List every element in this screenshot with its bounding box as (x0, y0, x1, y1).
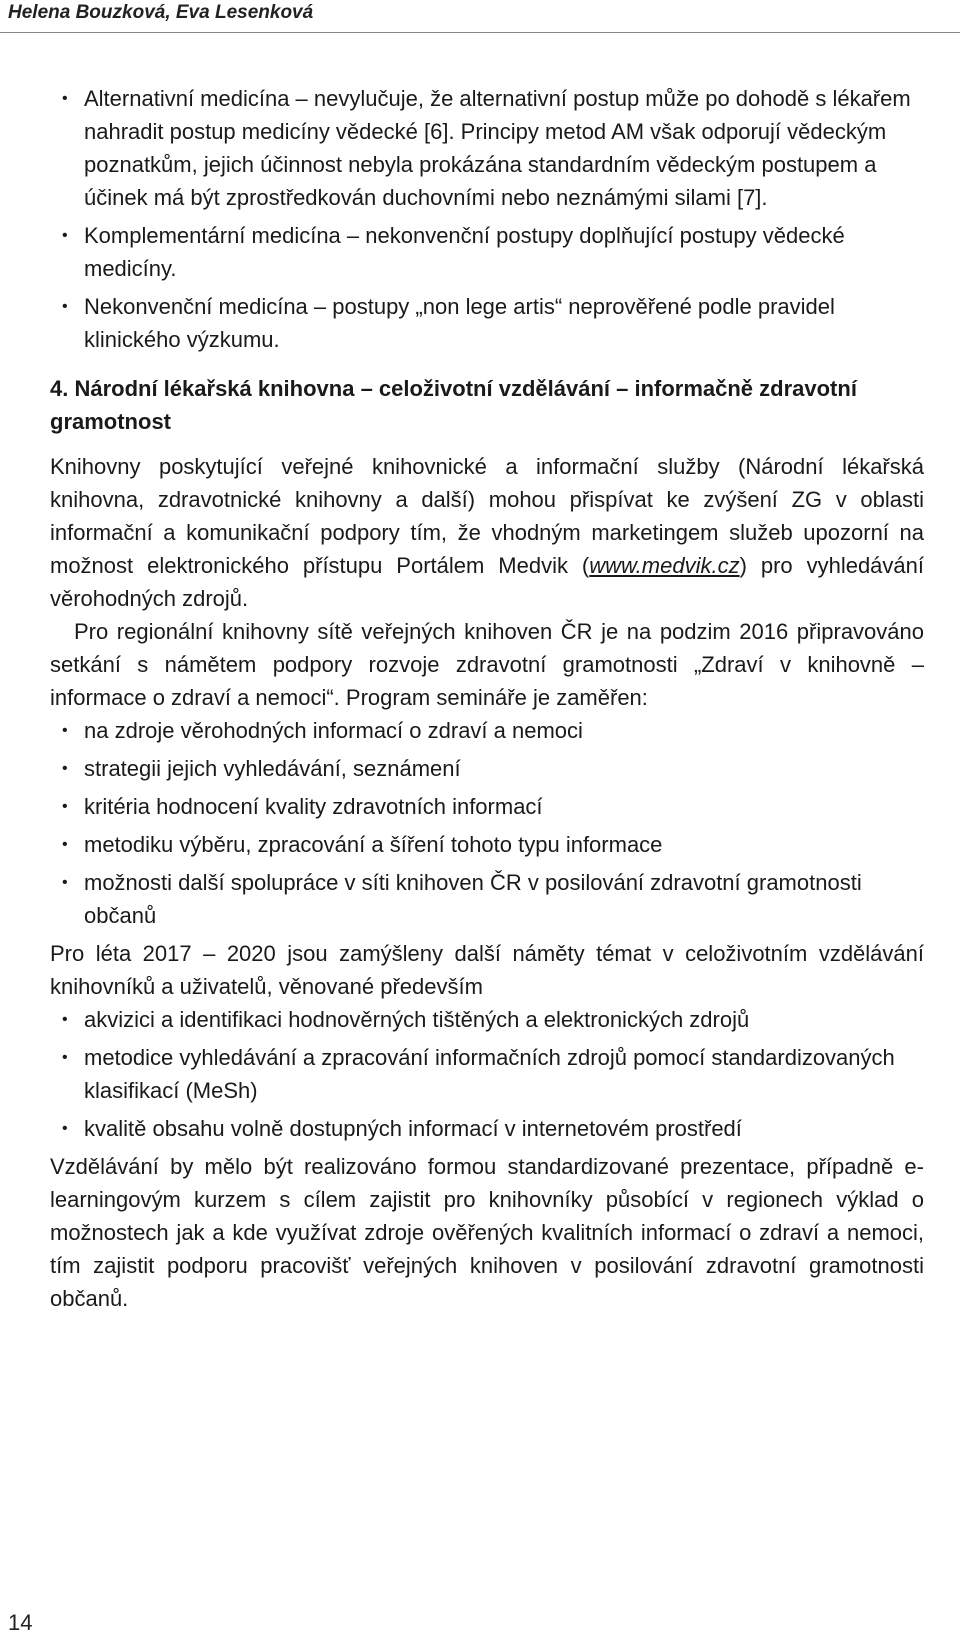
list-item: • metodiku výběru, zpracování a šíření tohoto typu informace (50, 828, 924, 861)
paragraph-education: Vzdělávání by mělo být realizováno formou standardizované prezentace, případně e-learningovým kurzem s cílem zajistit pro knihovníky působící v regionech výklad o možnostech jak a kde využívat zdroje ověřených kvalitních informací o zdraví a nemoci, tím zajistit podporu pracovišť veřejných knihoven v posilování zdravotní gramotnosti občanů. (50, 1154, 924, 1311)
list-item: • Alternativní medicína – nevylučuje, že alternativní postup může po dohodě s lékařem nahradit postup medicíny vědecké [6]. Principy metod AM však odporují vědeckým poznatkům, jejich účinnost nebyla prokázána standardním vědeckým postupem a účinek má být zprostředkován duchovními nebo neznámými silami [7]. (50, 82, 924, 214)
list-item: • Nekonvenční medicína – postupy „non lege artis“ neprověřené podle pravidel klinického výzkumu. (50, 290, 924, 356)
list-item: • Komplementární medicína – nekonvenční postupy doplňující postupy vědecké medicíny. (50, 219, 924, 285)
list-item: • metodice vyhledávání a zpracování informačních zdrojů pomocí standardizovaných klasifikací (MeSh) (50, 1041, 924, 1107)
future-topics-list (50, 1003, 924, 1145)
list-item: • možnosti další spolupráce v síti knihoven ČR v posilování zdravotní gramotnosti občanů (50, 866, 924, 932)
medvik-link[interactable]: www.medvik.cz (589, 553, 740, 578)
page-number: 14 (8, 1610, 33, 1635)
section-heading: 4. Národní lékařská knihovna – celoživotní vzdělávání – informačně zdravotní gramotnost (50, 376, 857, 434)
paragraph-libraries: Knihovny poskytující veřejné knihovnické a informační služby (Národní lékařská knihovna, zdravotnické knihovny a další) mohou přispívat ke zvýšení ZG v oblasti informační a komunikační podpory tím, že vhodným marketingem služeb upozorní na možnost elektronického přístupu Portálem Medvik (www.medvik.cz) pro vyhledávání věrohodných zdrojů. (50, 454, 925, 611)
definitions-list (50, 82, 924, 356)
bullet-icon: • (62, 874, 68, 891)
paragraph-seminar: Pro regionální knihovny sítě veřejných knihoven ČR je na podzim 2016 připravováno setkání s námětem podpory rozvoje zdravotní gramotnosti „Zdraví v knihovně – informace o zdraví a nemoci“. Program semináře je zaměřen: (50, 619, 924, 710)
list-item: • strategii jejich vyhledávání, seznámení (50, 752, 924, 785)
bullet-icon: • (62, 1011, 68, 1028)
bullet-icon: • (62, 227, 68, 244)
list-item: • kvalitě obsahu volně dostupných informací v internetovém prostředí (50, 1112, 924, 1145)
bullet-icon: • (62, 722, 68, 739)
bullet-icon: • (62, 760, 68, 777)
list-item: • kritéria hodnocení kvality zdravotních informací (50, 790, 924, 823)
list-item: • akvizici a identifikaci hodnověrných tištěných a elektronických zdrojů (50, 1003, 924, 1036)
bullet-icon: • (62, 90, 68, 107)
bullet-icon: • (62, 836, 68, 853)
bullet-icon: • (62, 1120, 68, 1137)
page-body (50, 82, 924, 1315)
bullet-icon: • (62, 798, 68, 815)
bullet-icon: • (62, 298, 68, 315)
paragraph-future-topics: Pro léta 2017 – 2020 jsou zamýšleny další náměty témat v celoživotním vzdělávání knihovníků a uživatelů, věnované především (50, 941, 924, 999)
seminar-topics-list (50, 714, 924, 932)
bullet-icon: • (62, 1049, 68, 1066)
header-divider (0, 32, 960, 33)
running-head-authors: Helena Bouzková, Eva Lesenková (8, 2, 314, 23)
list-item: • na zdroje věrohodných informací o zdraví a nemoci (50, 714, 924, 747)
